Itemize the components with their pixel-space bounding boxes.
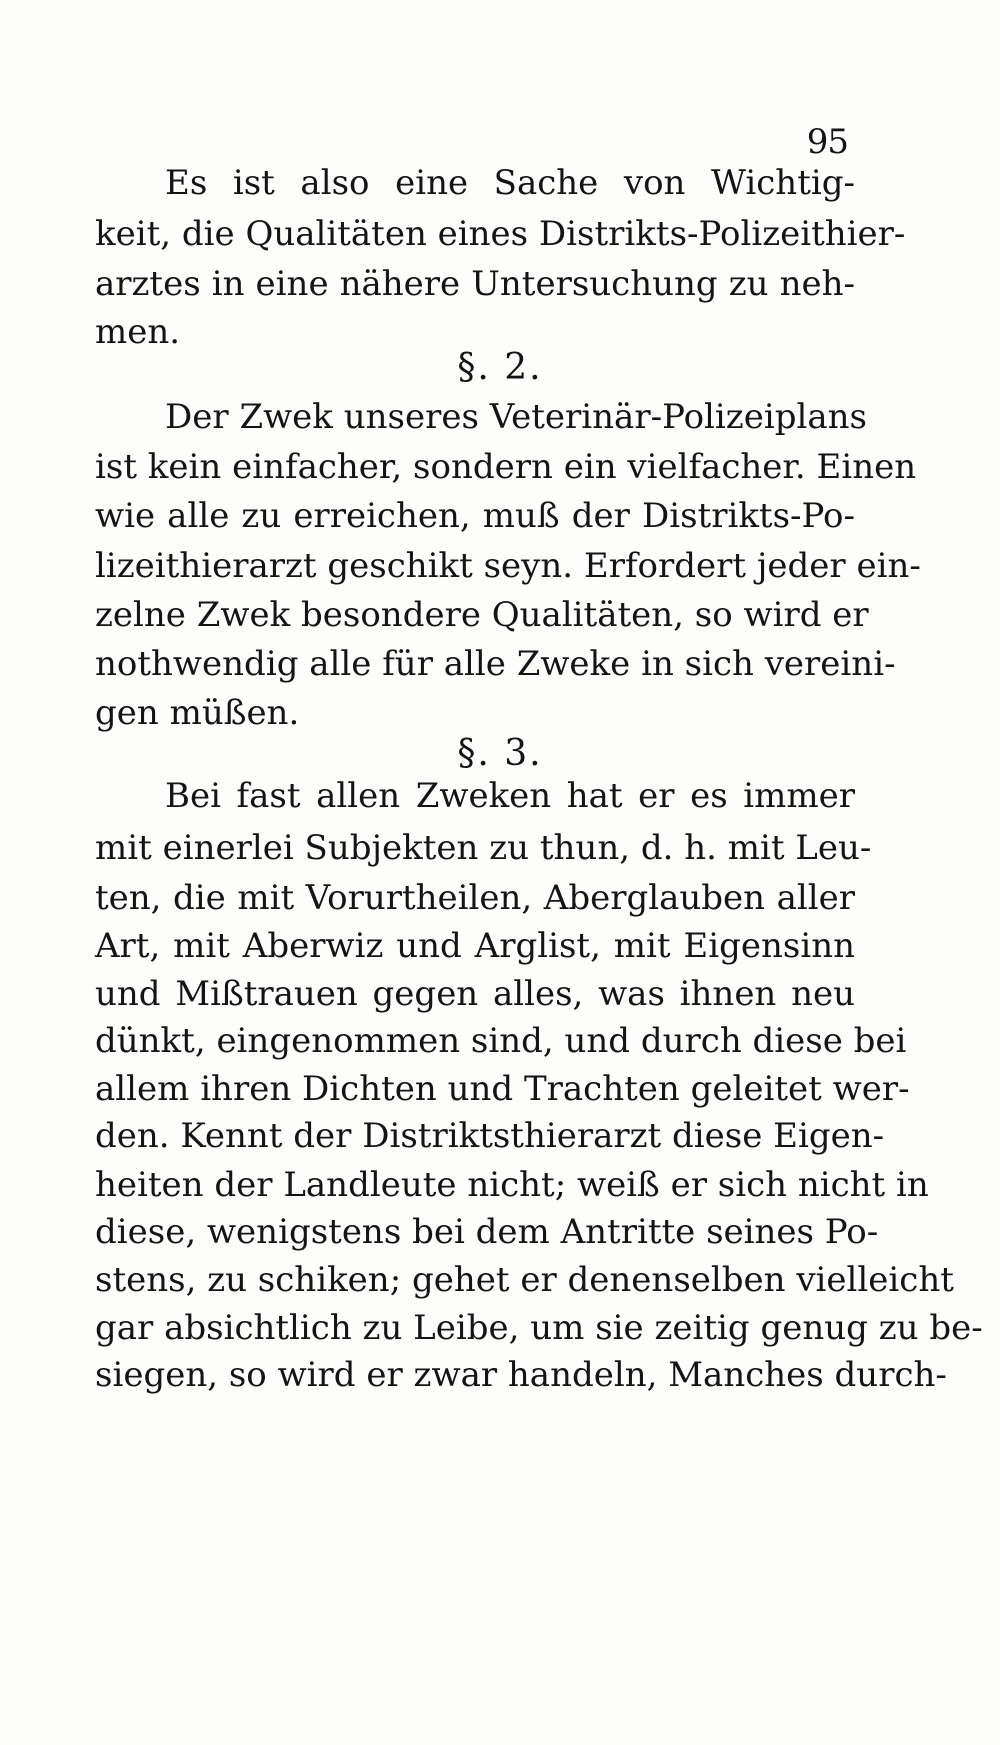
text-line: heiten der Landleute nicht; weiß er sich nicht in (95, 1165, 929, 1205)
text-line: arztes in eine nähere Untersuchung zu neh- (95, 264, 855, 304)
section-heading: §. 3. (457, 733, 543, 774)
text-line: ist kein einfacher, sondern ein vielfacher. Einen (95, 447, 917, 487)
text-line: mit einerlei Subjekten zu thun, d. h. mit Leu- (95, 828, 872, 868)
text-line: Es ist also eine Sache von Wichtig- (165, 163, 855, 203)
text-line: Bei fast allen Zweken hat er es immer (165, 776, 855, 816)
text-line: siegen, so wird er zwar handeln, Manches durch- (95, 1355, 947, 1395)
text-line: den. Kennt der Distriktsthierarzt diese Eigen- (95, 1116, 885, 1156)
text-line: gen müßen. (95, 693, 300, 733)
section-heading: §. 2. (457, 347, 543, 388)
text-line: wie alle zu erreichen, muß der Distrikts-Po- (95, 496, 855, 536)
text-line: men. (95, 312, 181, 352)
text-line: Der Zwek unseres Veterinär-Polizeiplans (165, 397, 867, 437)
text-line: und Mißtrauen gegen alles, was ihnen neu (95, 974, 855, 1014)
text-line: gar absichtlich zu Leibe, um sie zeitig genug zu be- (95, 1308, 983, 1348)
text-line: diese, wenigstens bei dem Antritte seines Po- (95, 1212, 879, 1252)
text-line: zelne Zwek besondere Qualitäten, so wird er (95, 595, 869, 635)
text-line: lizeithierarzt geschikt seyn. Erfordert jeder ein- (95, 546, 921, 586)
page-number: 95 (806, 122, 848, 162)
text-line: keit, die Qualitäten eines Distrikts-Polizeithier- (95, 214, 906, 254)
text-line: ten, die mit Vorurtheilen, Aberglauben aller (95, 878, 855, 918)
text-line: dünkt, eingenommen sind, und durch diese bei (95, 1021, 907, 1061)
text-line: Art, mit Aberwiz und Arglist, mit Eigensinn (95, 926, 855, 966)
text-line: stens, zu schiken; gehet er denenselben vielleicht (95, 1260, 954, 1300)
text-line: allem ihren Dichten und Trachten geleitet wer- (95, 1069, 910, 1109)
text-line: nothwendig alle für alle Zweke in sich vereini- (95, 644, 896, 684)
